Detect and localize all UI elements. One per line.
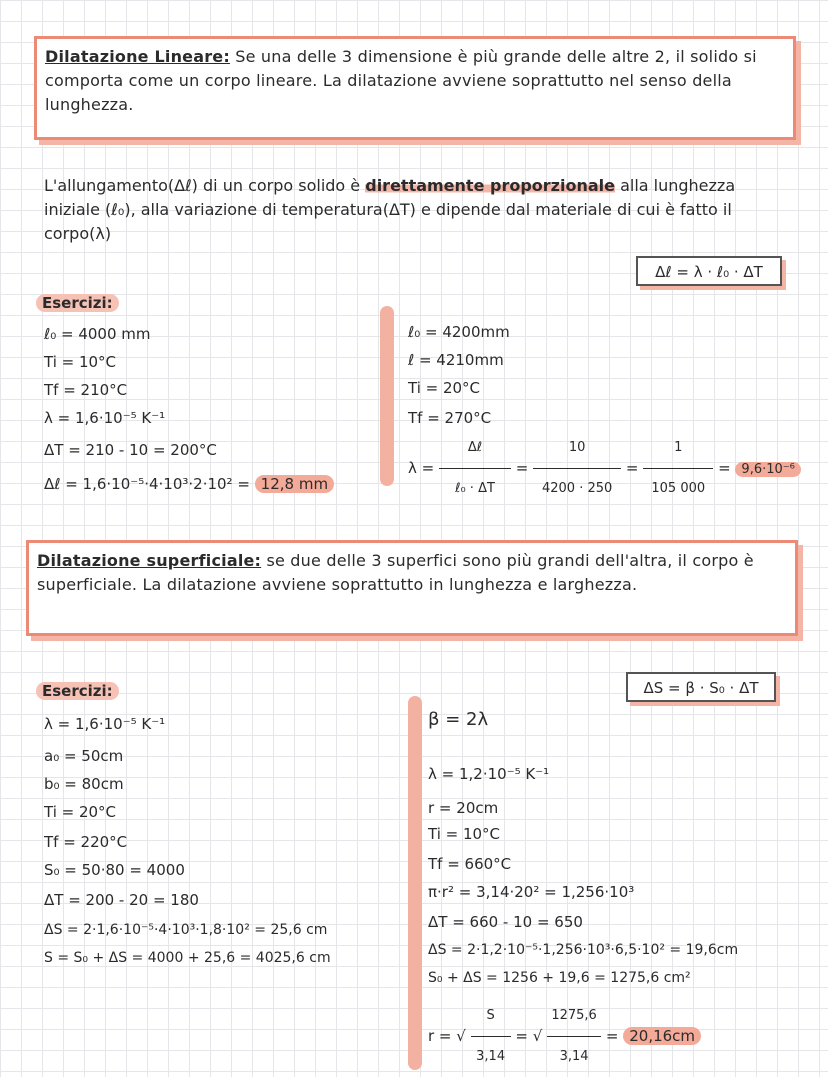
ex3-line: Tf = 220°C <box>44 833 128 851</box>
exercise-label-1: Esercizi: <box>36 294 119 312</box>
fraction: $\frac{1}{105 000}$ <box>643 428 713 509</box>
ex1-line: Ti = 10°C <box>44 353 117 371</box>
ex1-line: ΔT = 210 - 10 = 200°C <box>44 441 217 459</box>
exercise-label-2: Esercizi: <box>36 682 119 700</box>
ex4-line: r = 20cm <box>428 799 499 817</box>
fraction: $\frac{S}{3,14}$ <box>471 996 511 1077</box>
formula-linear: Δℓ = λ · ℓ₀ · ΔT <box>636 256 782 286</box>
result-badge: 9,6·10⁻⁶ <box>735 462 800 477</box>
ex3-line: Ti = 20°C <box>44 803 117 821</box>
paragraph-elongation: L'allungamento(Δℓ) di un corpo solido è direttamente proporzionale alla lunghezza iniziale (ℓ₀), alla variazione di temperatura(ΔT) e dipende dal materiale di cui è fatto il corpo(λ) <box>44 176 736 243</box>
result-badge: 12,8 mm <box>255 475 334 493</box>
divider-bar <box>380 306 394 486</box>
ex4-radius: r = √ $\frac{S}{3,14}$ = √ $\frac{1275,6}{3,14}$ = 20,16cm <box>428 996 701 1077</box>
ex3-line: S = S₀ + ΔS = 4000 + 25,6 = 4025,6 cm <box>44 950 331 966</box>
result-badge: 20,16cm <box>623 1027 701 1045</box>
term-linear: Dilatazione Lineare: <box>45 47 230 66</box>
ex4-line: π·r² = 3,14·20² = 1,256·10³ <box>428 883 635 901</box>
ex4-line: ΔS = 2·1,2·10⁻⁵·1,256·10³·6,5·10² = 19,6cm <box>428 942 739 958</box>
ex4-line: S₀ + ΔS = 1256 + 19,6 = 1275,6 cm² <box>428 970 691 986</box>
ex3-line: a₀ = 50cm <box>44 747 124 765</box>
ex1-line: ℓ₀ = 4000 mm <box>44 325 151 343</box>
definition-linear-text: Se una delle 3 dimensione è più grande delle altre 2, il solido si comporta come un corpo lineare. La dilatazione avviene soprattutto nel senso della lunghezza. <box>45 47 757 114</box>
ex2-line: ℓ = 4210mm <box>408 351 504 369</box>
definition-surface-text: se due delle 3 superfici sono più grandi dell'altra, il corpo è superficiale. La dilatazione avviene soprattutto in lunghezza e larghezza. <box>37 551 754 594</box>
term-surface: Dilatazione superficiale: <box>37 551 262 570</box>
ex3-line: ΔS = 2·1,6·10⁻⁵·4·10³·1,8·10² = 25,6 cm <box>44 922 328 938</box>
ex3-line: S₀ = 50·80 = 4000 <box>44 861 185 879</box>
definition-box-linear <box>34 36 796 140</box>
ex4-line: Tf = 660°C <box>428 855 512 873</box>
ex4-line: ΔT = 660 - 10 = 650 <box>428 913 583 931</box>
definition-box-surface <box>26 540 798 636</box>
fraction: $\frac{1275,6}{3,14}$ <box>547 996 601 1077</box>
ex3-line: λ = 1,6·10⁻⁵ K⁻¹ <box>44 715 166 733</box>
ex3-line: b₀ = 80cm <box>44 775 124 793</box>
ex1-line: λ = 1,6·10⁻⁵ K⁻¹ <box>44 409 166 427</box>
ex1-line-result: Δℓ = 1,6·10⁻⁵·4·10³·2·10² = 12,8 mm <box>44 474 334 494</box>
fraction: $\frac{\text{Δℓ}}{\text{ℓ₀ · ΔT}}$ <box>439 428 511 509</box>
ex2-line: Ti = 20°C <box>408 379 481 397</box>
divider-bar <box>408 696 422 1070</box>
ex4-beta: β = 2λ <box>428 709 489 730</box>
ex4-line: λ = 1,2·10⁻⁵ K⁻¹ <box>428 765 550 783</box>
ex2-line: Tf = 270°C <box>408 409 492 427</box>
ex4-line: Ti = 10°C <box>428 825 501 843</box>
ex2-equation: λ = $\frac{\text{Δℓ}}{\text{ℓ₀ · ΔT}}$ = $\frac{10}{4200 \cdot 250}$ = $\frac{1}{105 000}$ = 9,6·10⁻⁶ <box>408 428 801 509</box>
formula-surface: ΔS = β · S₀ · ΔT <box>626 672 776 702</box>
ex1-line: Tf = 210°C <box>44 381 128 399</box>
highlight-proportional: direttamente proporzionale <box>365 176 615 195</box>
ex2-line: ℓ₀ = 4200mm <box>408 323 510 341</box>
ex3-line: ΔT = 200 - 20 = 180 <box>44 891 199 909</box>
fraction: $\frac{10}{4200 \cdot 250}$ <box>533 428 621 509</box>
